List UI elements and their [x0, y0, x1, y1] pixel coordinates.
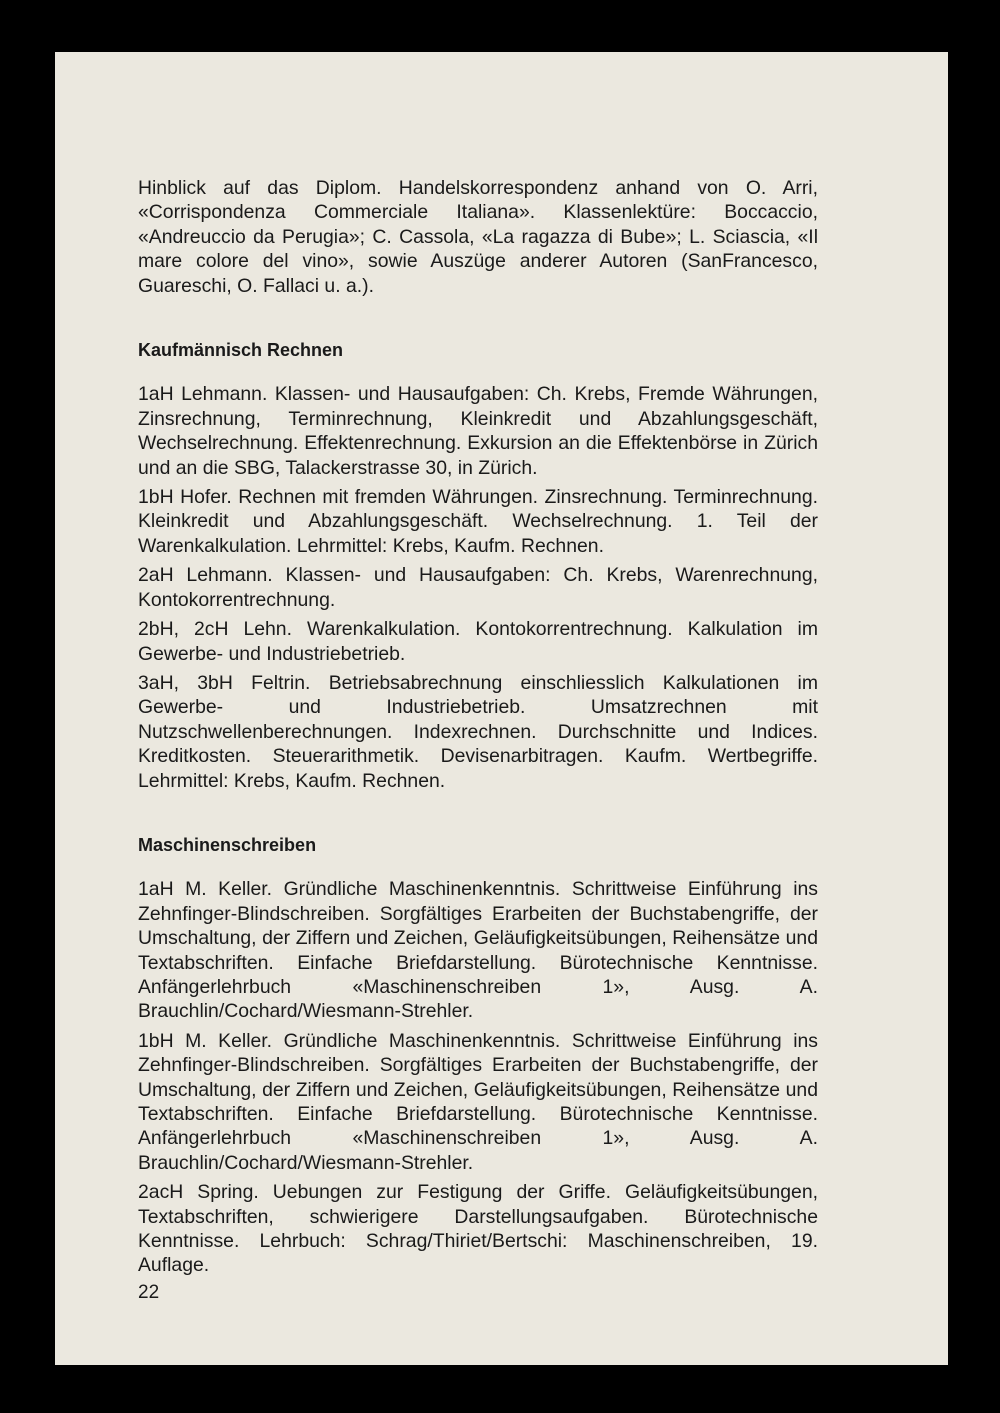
paragraph-3ah-3bh-feltrin: 3aH, 3bH Feltrin. Betriebsabrechnung einschliesslich Kalkulationen im Gewerbe- und Industriebetrieb. Umsatzrechnen mit Nutzschwellenberechnungen. Indexrechnen. Durchschnitte und Indices. Kreditkosten. Steuerarithmetik. Devisenarbitragen. Kaufm. Wertbegriffe. Lehrmittel: Krebs, Kaufm. Rechnen. — [138, 671, 818, 792]
section-heading-maschinenschreiben: Maschinenschreiben — [138, 834, 317, 855]
paragraph-1bh-hofer: 1bH Hofer. Rechnen mit fremden Währungen. Zinsrechnung. Terminrechnung. Kleinkredit und Abzahlungsgeschäft. Wechselrechnung. 1. Teil der Warenkalkulation. Lehrmittel: Krebs, Kaufm. Rechnen. — [138, 486, 818, 557]
document-page — [55, 52, 948, 1365]
section-heading-kaufmaennisch-rechnen: Kaufmännisch Rechnen — [138, 340, 344, 361]
page-content — [138, 176, 818, 1283]
paragraph-1ah-keller: 1aH M. Keller. Gründliche Maschinenkenntnis. Schrittweise Einführung ins Zehnfinger-Blindschreiben. Sorgfältiges Erarbeiten der Buchstabengriffe, der Umschaltung, der Ziffern und Zeichen, Geläufigkeitsübungen, Reihensätze und Textabschriften. Einfache Briefdarstellung. Bürotechnische Kenntnisse. Anfängerlehrbuch «Maschinenschreiben 1», Ausg. A. Brauchlin/Cochard/Wiesmann-Strehler. — [138, 878, 818, 1023]
paragraph-2ach-spring: 2acH Spring. Uebungen zur Festigung der Griffe. Geläufigkeitsübungen, Textabschriften, schwierigere Darstellungsaufgaben. Bürotechnische Kenntnisse. Lehrbuch: Schrag/Thiriet/Bertschi: Maschinenschreiben, 19. Auflage. — [138, 1181, 818, 1277]
paragraph-1ah-lehmann: 1aH Lehmann. Klassen- und Hausaufgaben: Ch. Krebs, Fremde Währungen, Zinsrechnung, Terminrechnung, Kleinkredit und Abzahlungsgeschäft, Wechselrechnung. Effektenrechnung. Exkursion an die Effektenbörse in Zürich und an die SBG, Talackerstrasse 30, in Zürich. — [138, 383, 818, 479]
paragraph-2ah-lehmann: 2aH Lehmann. Klassen- und Hausaufgaben: Ch. Krebs, Warenrechnung, Kontokorrentrechnung. — [138, 564, 818, 611]
paragraph-2bh-2ch-lehn: 2bH, 2cH Lehn. Warenkalkulation. Kontokorrentrechnung. Kalkulation im Gewerbe- und Industriebetrieb. — [138, 618, 818, 665]
intro-paragraph: Hinblick auf das Diplom. Handelskorrespondenz anhand von O. Arri, «Corrispondenza Commerciale Italiana». Klassenlektüre: Boccaccio, «Andreuccio da Perugia»; C. Cassola, «La ragazza di Bube»; L. Sciascia, «Il mare colore del vino», sowie Auszüge anderer Autoren (SanFrancesco, Guareschi, O. Fallaci u. a.). — [138, 177, 818, 297]
page-number: 22 — [138, 1282, 160, 1303]
paragraph-1bh-keller: 1bH M. Keller. Gründliche Maschinenkenntnis. Schrittweise Einführung ins Zehnfinger-Blindschreiben. Sorgfältiges Erarbeiten der Buchstabengriffe, der Umschaltung, der Ziffern und Zeichen, Geläufigkeitsübungen, Reihensätze und Textabschriften. Einfache Briefdarstellung. Bürotechnische Kenntnisse. Anfängerlehrbuch «Maschinenschreiben 1», Ausg. A. Brauchlin/Cochard/Wiesmann-Strehler. — [138, 1029, 818, 1174]
